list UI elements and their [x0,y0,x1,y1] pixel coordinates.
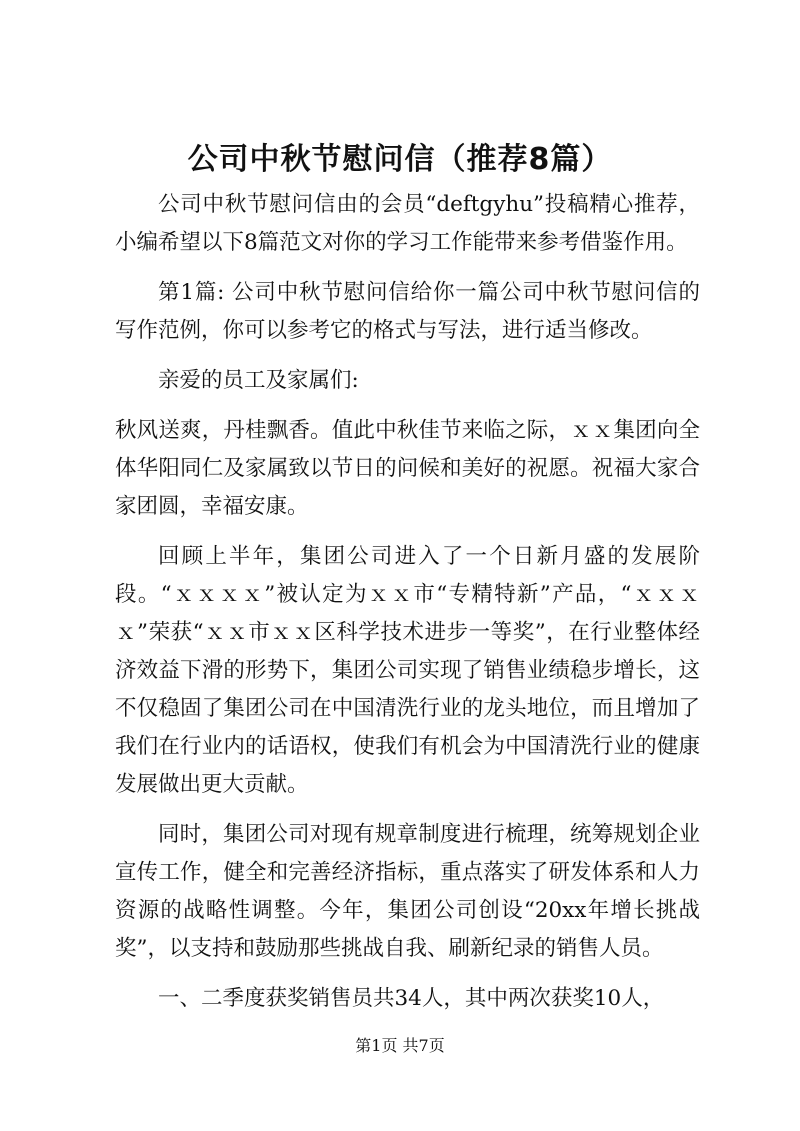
paragraph-review: 回顾上半年，集团公司进入了一个日新月盛的发展阶段。“ｘｘｘｘ”被认定为ｘｘ市“专精特新”产品，“ｘｘｘｘ”荣获“ｘｘ市ｘｘ区科学技术进步一等奖”，在行业整体经济效益下滑的形势下，集团公司实现了销售业绩稳步增长，这不仅稳固了集团公司在中国清洗行业的龙头地位，而且增加了我们在行业内的话语权，使我们有机会为中国清洗行业的健康发展做出更大贡献。 [115,544,700,797]
document-title: 公司中秋节慰问信（推荐8篇） [187,142,613,177]
paragraph-awards: 一、二季度获奖销售员共34人，其中两次获奖10人， [158,986,665,1011]
page-footer: 第1页 共7页 [355,1036,445,1055]
paragraph-salutation: 亲爱的员工及家属们: [158,368,359,393]
document-body [115,186,700,1030]
paragraph-meanwhile: 同时，集团公司对现有规章制度进行梳理，统筹规划企业宣传工作，健全和完善经济指标，重点落实了研发体系和人力资源的战略性调整。今年，集团公司创设“20xx年增长挑战奖”，以支持和鼓励那些挑战自我、刷新纪录的销售人员。 [115,822,700,961]
paragraph-greeting: 秋风送爽，丹桂飘香。值此中秋佳节来临之际，ｘｘ集团向全体华阳同仁及家属致以节日的问候和美好的祝愿。祝福大家合家团圆，幸福安康。 [115,418,700,519]
paragraph-article-1: 第1篇: 公司中秋节慰问信给你一篇公司中秋节慰问信的写作范例，你可以参考它的格式与写法，进行适当修改。 [115,280,700,343]
paragraph-intro: 公司中秋节慰问信由的会员“deftgyhu”投稿精心推荐，小编希望以下8篇范文对你的学习工作能带来参考借鉴作用。 [115,192,700,255]
